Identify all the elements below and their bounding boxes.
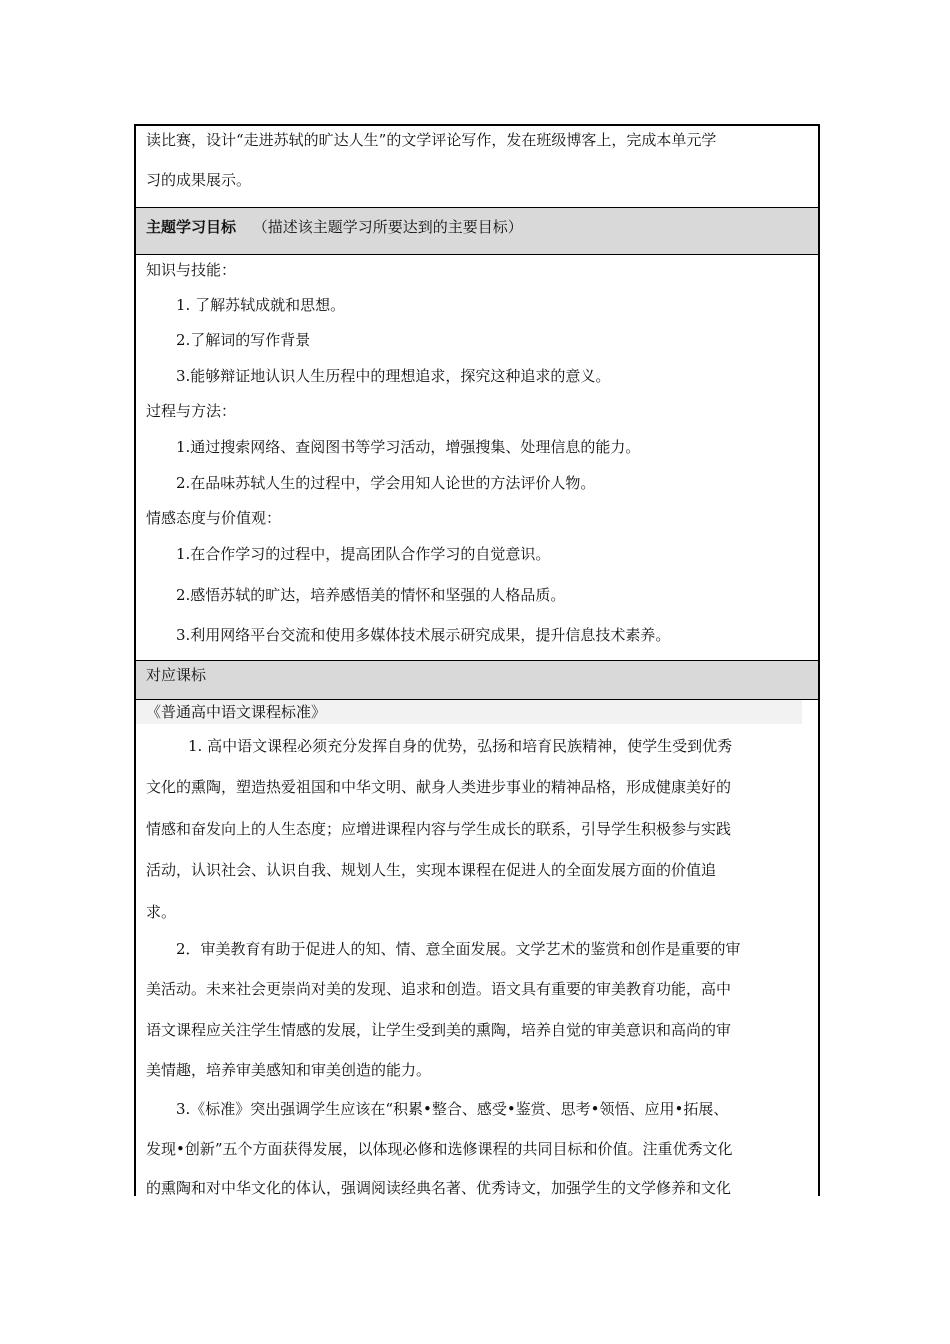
goals-header-row [136, 208, 818, 255]
intro-row [136, 126, 818, 208]
goals-header-note: （描述该主题学习所要达到的主要目标） [252, 218, 523, 236]
standards-p2-line-2: 美活动。未来社会更崇尚对美的发现、追求和创造。语文具有重要的审美教育功能，高中 [146, 980, 732, 998]
standards-source: 《普通高中语文课程标准》 [146, 703, 327, 721]
process-item-1: 1.通过搜索网络、查阅图书等学习活动，增强搜集、处理信息的能力。 [176, 438, 641, 456]
standards-p3-line-2: 发现•创新”五个方面获得发展，以体现必修和选修课程的共同目标和价值。注重优秀文化 [146, 1140, 733, 1158]
intro-line-2: 习的成果展示。 [146, 171, 252, 189]
standards-header-title: 对应课标 [146, 666, 207, 684]
standards-p2-line-1: 2．审美教育有助于促进人的知、情、意全面发展。文学艺术的鉴赏和创作是重要的审 [176, 940, 741, 958]
standards-p2-line-4: 美情趣，培养审美感知和审美创造的能力。 [146, 1061, 432, 1079]
standards-p2-line-3: 语文课程应关注学生情感的发展，让学生受到美的熏陶，培养自觉的审美意识和高尚的审 [146, 1021, 732, 1039]
standards-p1-line-2: 文化的熏陶，塑造热爱祖国和中华文明、献身人类进步事业的精神品格，形成健康美好的 [146, 778, 732, 796]
process-label: 过程与方法： [146, 402, 237, 420]
standards-content-row [136, 700, 818, 1196]
goals-header [146, 218, 523, 236]
standards-header-row [136, 661, 818, 700]
emotion-item-3: 3.利用网络平台交流和使用多媒体技术展示研究成果，提升信息技术素养。 [176, 626, 671, 644]
intro-line-1: 读比赛，设计“走进苏轼的旷达人生”的文学评论写作，发在班级博客上，完成本单元学 [146, 131, 717, 149]
process-item-2: 2.在品味苏轼人生的过程中，学会用知人论世的方法评价人物。 [176, 474, 596, 492]
emotion-label: 情感态度与价值观： [146, 509, 282, 527]
knowledge-item-3: 3.能够辩证地认识人生历程中的理想追求，探究这种追求的意义。 [176, 367, 611, 385]
knowledge-item-2: 2.了解词的写作背景 [176, 331, 311, 349]
knowledge-item-1: 1. 了解苏轼成就和思想。 [176, 296, 346, 314]
goals-content-row [136, 255, 818, 661]
lesson-plan-table [134, 124, 820, 1196]
standards-p3-line-1: 3.《标准》突出强调学生应该在“积累•整合、感受•鉴赏、思考•领悟、应用•拓展、 [176, 1100, 729, 1118]
standards-p1-line-3: 情感和奋发向上的人生态度；应增进课程内容与学生成长的联系，引导学生积极参与实践 [146, 820, 732, 838]
emotion-item-1: 1.在合作学习的过程中，提高团队合作学习的自觉意识。 [176, 545, 551, 563]
goals-header-title: 主题学习目标 [146, 218, 237, 236]
standards-p3-line-3: 的熏陶和对中华文化的体认，强调阅读经典名著、优秀诗文，加强学生的文学修养和文化 [146, 1179, 732, 1196]
standards-p1-line-1: 1. 高中语文课程必须充分发挥自身的优势，弘扬和培育民族精神，使学生受到优秀 [188, 737, 733, 755]
knowledge-label: 知识与技能： [146, 261, 237, 279]
emotion-item-2: 2.感悟苏轼的旷达，培养感悟美的情怀和坚强的人格品质。 [176, 586, 566, 604]
standards-p1-line-5: 求。 [146, 903, 177, 921]
standards-p1-line-4: 活动，认识社会、认识自我、规划人生，实现本课程在促进人的全面发展方面的价值追 [146, 861, 717, 879]
